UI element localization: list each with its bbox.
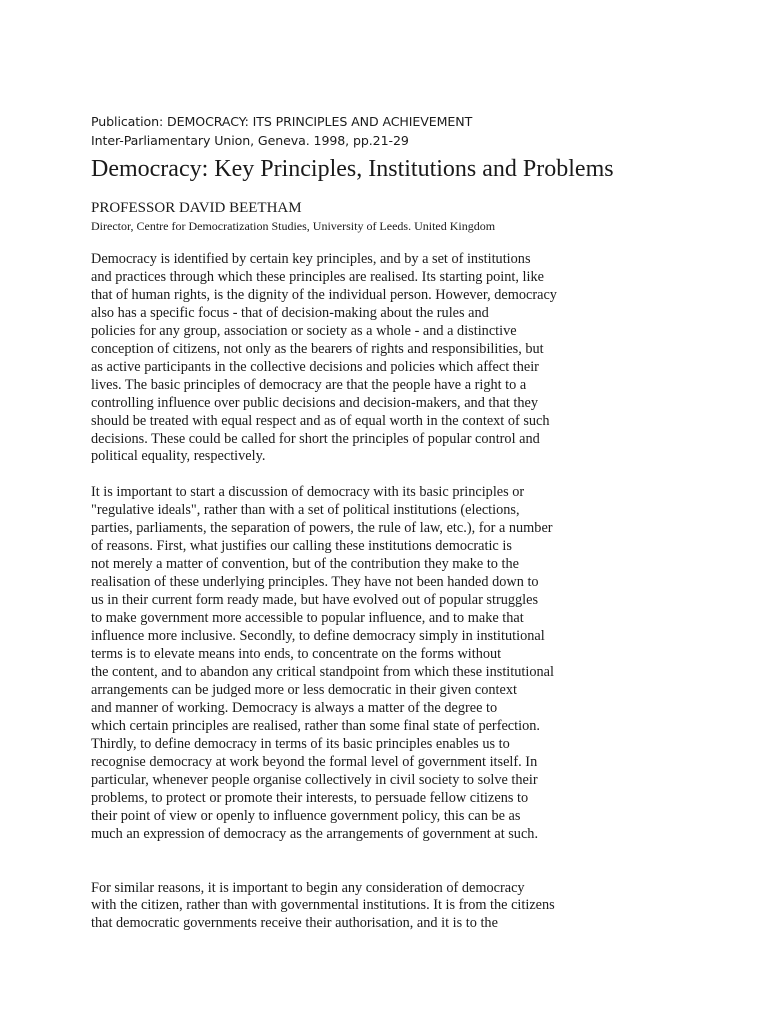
text-line: It is important to start a discussion of democracy with its basic principles or [91,484,525,501]
text-line: not merely a matter of convention, but of the contribution they make to the [91,556,519,573]
text-line: policies for any group, association or society as a whole - and a distinctive [91,322,517,339]
text-line: of reasons. First, what justifies our calling these institutions democratic is [91,538,512,555]
text-line: as active participants in the collective decisions and policies which affect their [91,358,539,375]
text-line: decisions. These could be called for short the principles of popular control and [91,430,540,447]
text-line: that democratic governments receive their authorisation, and it is to the [91,915,498,932]
text-line: For similar reasons, it is important to begin any consideration of democracy [91,879,525,896]
text-line: recognise democracy at work beyond the formal level of government itself. In [91,753,538,770]
author-name: PROFESSOR DAVID BEETHAM [91,200,302,216]
paragraph-1 [91,251,691,466]
text-line: to make government more accessible to popular influence, and to make that [91,610,524,627]
text-line: conception of citizens, not only as the bearers of rights and responsibilities, but [91,340,544,357]
text-line: also has a specific focus - that of decision-making about the rules and [91,304,489,321]
text-line: realisation of these underlying principles. They have not been handed down to [91,574,539,591]
text-line: terms is to elevate means into ends, to concentrate on the forms without [91,646,502,663]
text-line: problems, to protect or promote their interests, to persuade fellow citizens to [91,789,529,806]
text-line: should be treated with equal respect and as of equal worth in the context of such [91,412,550,429]
paragraph-3 [91,880,691,934]
text-line: with the citizen, rather than with governmental institutions. It is from the citizens [91,897,555,914]
paragraph-2 [91,484,691,843]
text-line: lives. The basic principles of democracy are that the people have a right to a [91,376,527,393]
text-line: their point of view or openly to influence government policy, this can be as [91,807,521,824]
text-line: much an expression of democracy as the arrangements of government at such. [91,825,539,842]
text-line: us in their current form ready made, but have evolved out of popular struggles [91,592,539,609]
text-line: controlling influence over public decisions and decision-makers, and that they [91,394,539,411]
document-title: Democracy: Key Principles, Institutions and Problems [91,156,614,182]
text-line: Thirdly, to define democracy in terms of its basic principles enables us to [91,735,510,752]
text-line: the content, and to abandon any critical standpoint from which these institutional [91,663,554,680]
text-line: which certain principles are realised, rather than some final state of perfection. [91,717,540,734]
text-line: Democracy is identified by certain key principles, and by a set of institutions [91,251,531,267]
text-line: political equality, respectively. [91,448,266,465]
text-line: particular, whenever people organise collectively in civil society to solve their [91,771,538,788]
text-line: arrangements can be judged more or less democratic in their given context [91,681,517,698]
publisher-line: Inter-Parliamentary Union, Geneva. 1998, pp.21-29 [91,133,409,148]
document-page [91,112,691,933]
text-line: and practices through which these principles are realised. Its starting point, like [91,268,544,285]
author-affiliation: Director, Centre for Democratization Studies, University of Leeds. United Kingdom [91,219,496,233]
publication-line: Publication: DEMOCRACY: ITS PRINCIPLES AND ACHIEVEMENT [91,114,473,129]
text-line: parties, parliaments, the separation of powers, the rule of law, etc.), for a number [91,520,553,537]
text-line: that of human rights, is the dignity of the individual person. However, democracy [91,286,557,303]
text-line: influence more inclusive. Secondly, to define democracy simply in institutional [91,628,545,645]
text-line: "regulative ideals", rather than with a set of political institutions (elections, [91,502,520,519]
text-line: and manner of working. Democracy is always a matter of the degree to [91,699,498,716]
